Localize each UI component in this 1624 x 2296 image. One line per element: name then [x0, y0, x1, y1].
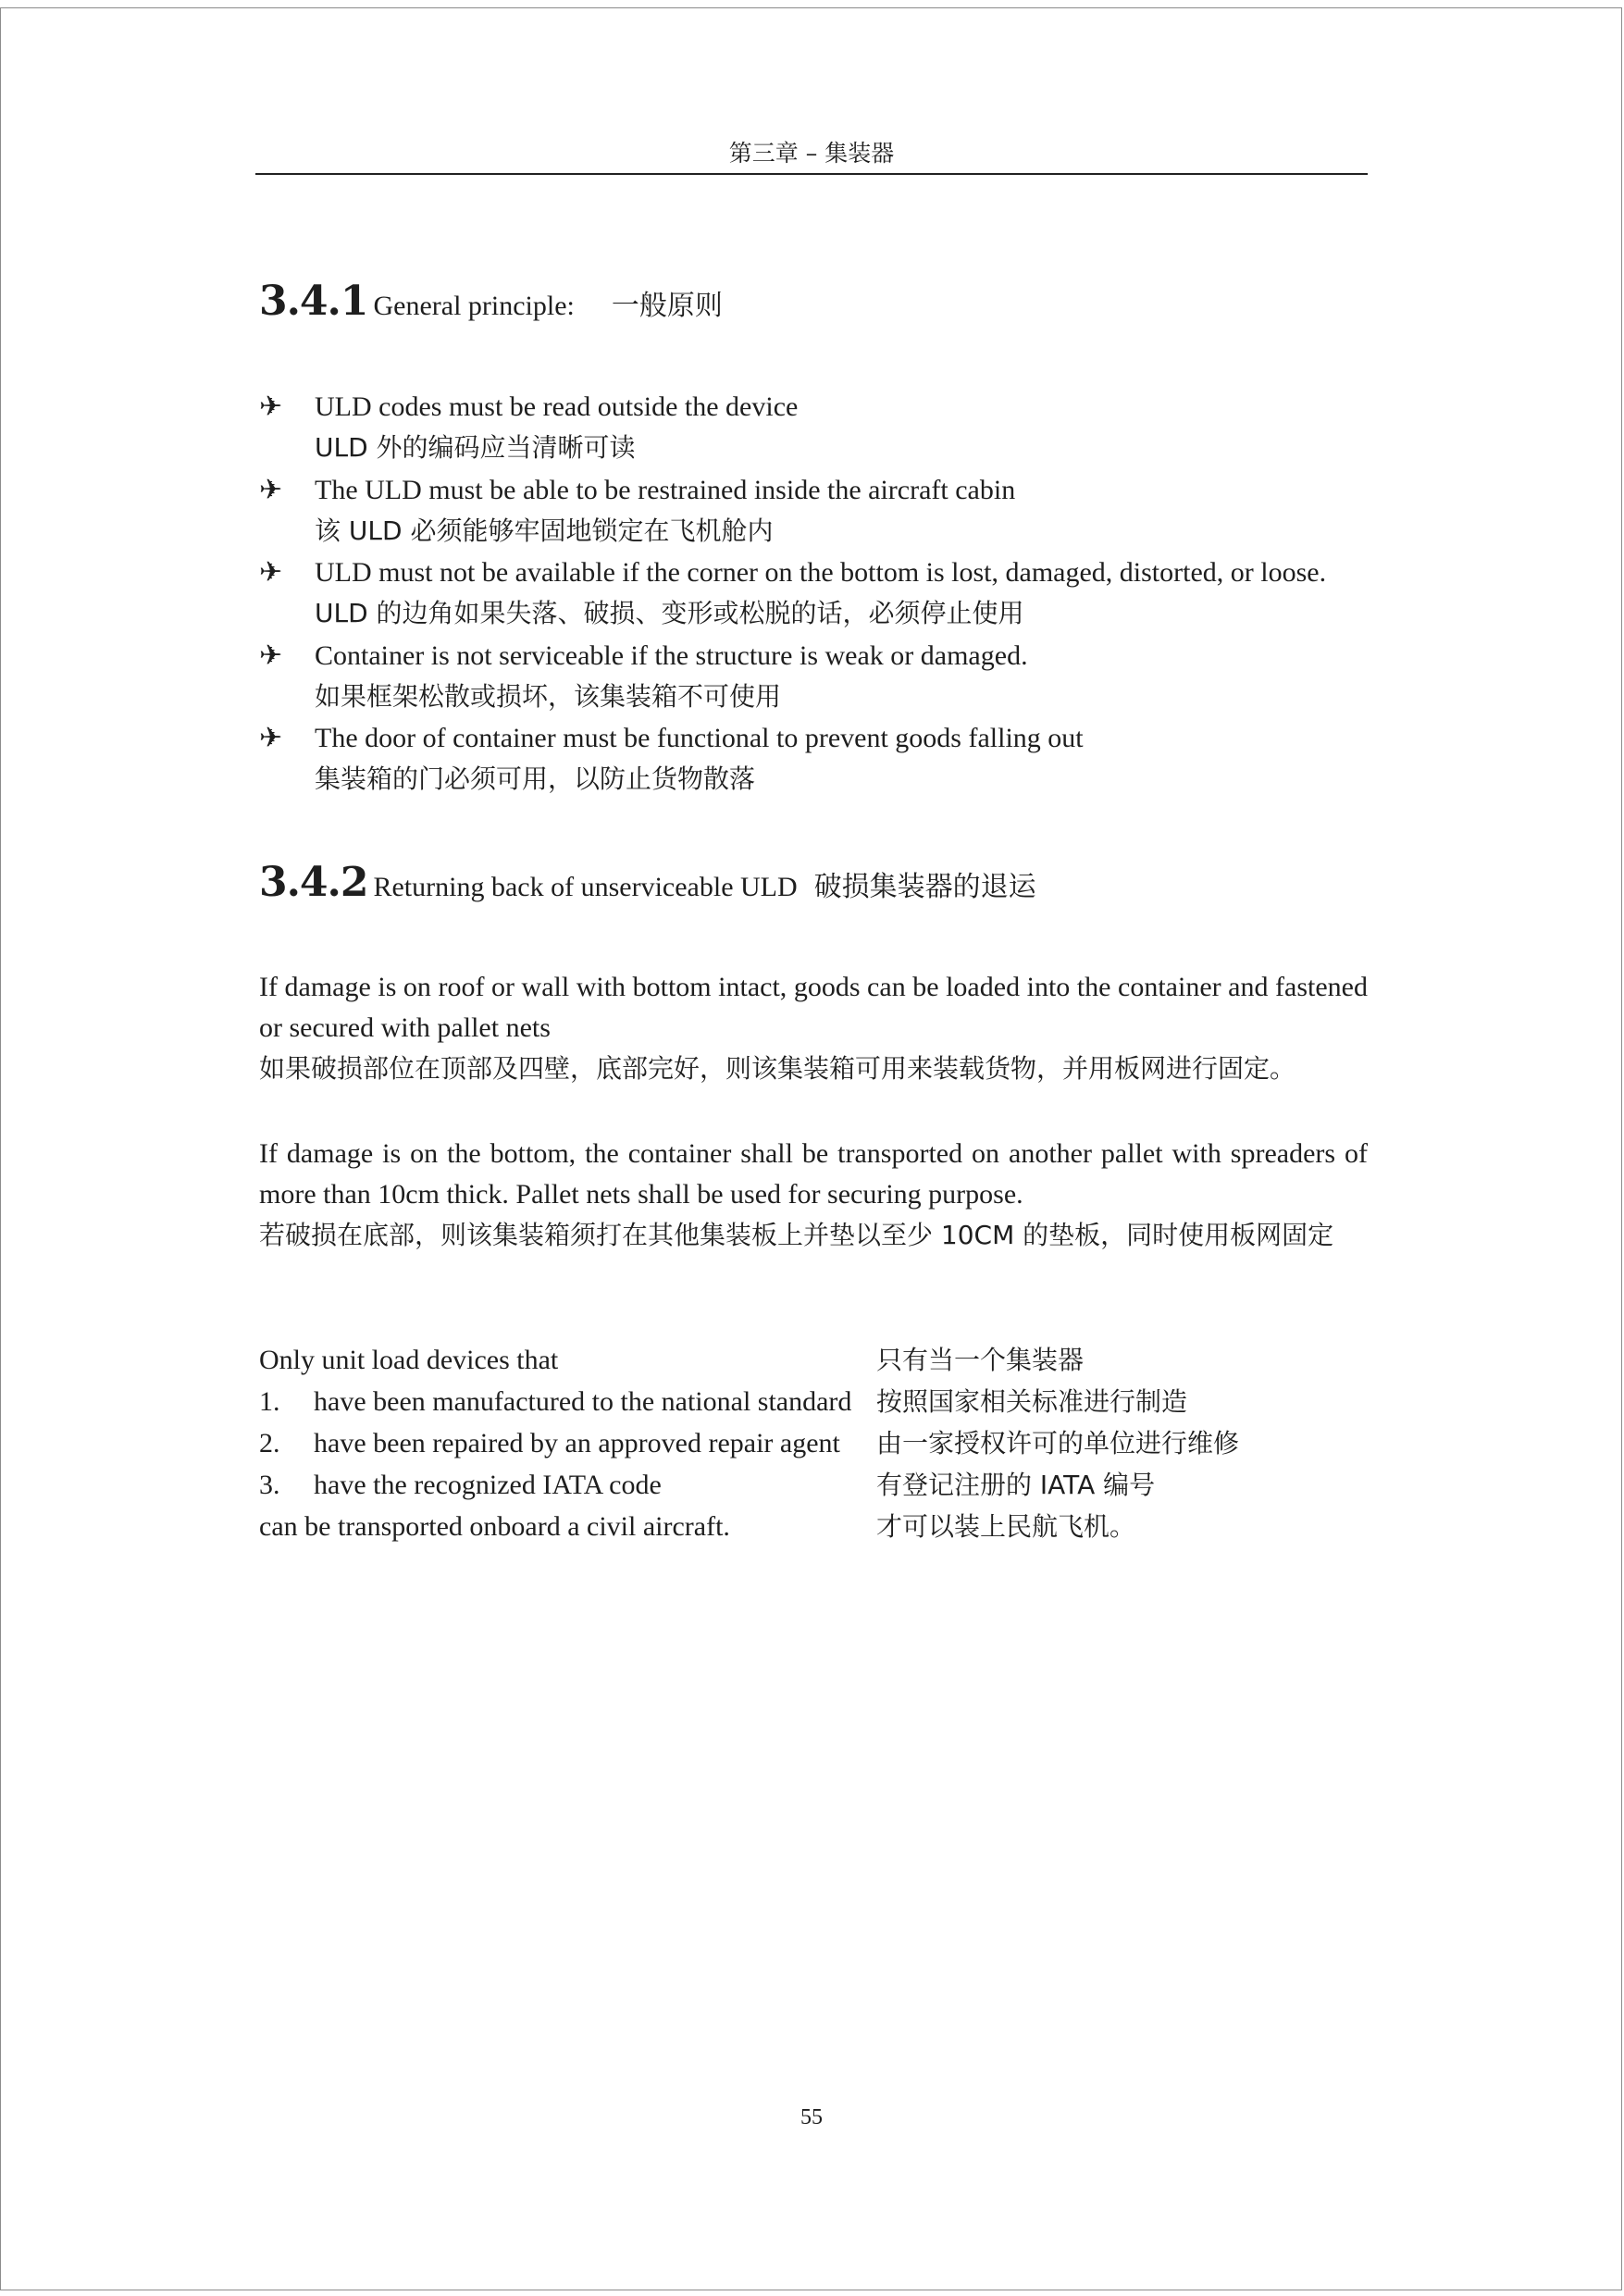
item-text-en: have the recognized IATA code	[314, 1470, 662, 1500]
conditions-intro-cn: 只有当一个集装器	[876, 1345, 1085, 1375]
airplane-icon: ✈	[259, 391, 283, 423]
list-item	[259, 470, 1370, 553]
list-item	[259, 387, 1370, 470]
bullet-text-en: The ULD must be able to be restrained inside the aircraft cabin	[315, 474, 1016, 505]
conditions-list	[259, 1340, 1368, 1548]
section-heading-3-4-2	[259, 859, 1036, 906]
paragraph-text-en: If damage is on the bottom, the container shall be transported on another pallet with spreaders of more than 10cm thick. Pallet nets shall be used for securing purpose.	[259, 1138, 1368, 1210]
bullet-text-cn: 该 ULD 必须能够牢固地锁定在飞机舱内	[315, 515, 774, 546]
item-number: 2.	[259, 1428, 280, 1458]
list-item	[259, 718, 1370, 801]
item-text-cn: 有登记注册的 IATA 编号	[876, 1470, 1156, 1500]
conditions-intro	[259, 1340, 1368, 1382]
conditions-outro	[259, 1507, 1368, 1548]
page-number: 55	[800, 2105, 823, 2129]
item-number: 1.	[259, 1386, 280, 1417]
section-heading-3-4-1	[259, 278, 723, 325]
conditions-outro-en: can be transported onboard a civil aircraft.	[259, 1511, 730, 1542]
bullet-text-en: ULD codes must be read outside the device	[315, 391, 799, 422]
section-number: 3.4.1	[259, 278, 368, 325]
item-text-cn: 按照国家相关标准进行制造	[876, 1386, 1188, 1417]
section-number: 3.4.2	[259, 859, 368, 906]
bullet-list	[259, 387, 1370, 801]
paragraph-roof-damage	[259, 967, 1368, 1089]
bullet-text-en: The door of container must be functional to prevent goods falling out	[315, 723, 1084, 753]
paragraph-text-cn: 若破损在底部，则该集装箱须打在其他集装板上并垫以至少 10CM 的垫板，同时使用板网固定	[259, 1220, 1334, 1250]
airplane-icon: ✈	[259, 639, 283, 672]
item-text-cn: 由一家授权许可的单位进行维修	[876, 1428, 1240, 1458]
paragraph-bottom-damage	[259, 1134, 1368, 1256]
item-text-en: have been manufactured to the national standard	[314, 1386, 852, 1417]
airplane-icon: ✈	[259, 722, 283, 754]
section-title-cn: 一般原则	[611, 290, 723, 322]
list-item	[259, 1423, 1368, 1465]
list-item	[259, 636, 1370, 719]
paragraph-text-cn: 如果破损部位在顶部及四壁，底部完好，则该集装箱可用来装载货物，并用板网进行固定。	[259, 1053, 1296, 1084]
bullet-text-en: Container is not serviceable if the structure is weak or damaged.	[315, 639, 1028, 671]
header-rule	[255, 173, 1368, 175]
list-item	[259, 1465, 1368, 1507]
airplane-icon: ✈	[259, 556, 283, 589]
bullet-text-en: ULD must not be available if the corner on the bottom is lost, damaged, distorted, or loose.	[315, 557, 1327, 588]
list-item	[259, 552, 1370, 636]
conditions-outro-cn: 才可以装上民航飞机。	[876, 1511, 1136, 1542]
paragraph-text-en: If damage is on roof or wall with bottom intact, goods can be loaded into the container and fastened or secured with pallet nets	[259, 972, 1368, 1043]
bullet-text-cn: 如果框架松散或损坏，该集装箱不可使用	[315, 680, 782, 712]
section-title: Returning back of unserviceable ULD	[373, 872, 798, 902]
section-title-cn: 破损集装器的退运	[813, 871, 1036, 903]
bullet-text-cn: 集装箱的门必须可用，以防止货物散落	[315, 763, 756, 794]
airplane-icon: ✈	[259, 473, 283, 506]
list-item	[259, 1382, 1368, 1423]
item-text-en: have been repaired by an approved repair agent	[314, 1428, 840, 1458]
running-header: 第三章 – 集装器	[728, 140, 895, 167]
item-number: 3.	[259, 1470, 280, 1500]
bullet-text-cn: ULD 的边角如果失落、破损、变形或松脱的话，必须停止使用	[315, 598, 1024, 628]
section-title: General principle:	[373, 291, 575, 321]
bullet-text-cn: ULD 外的编码应当清晰可读	[315, 432, 636, 463]
conditions-intro-en: Only unit load devices that	[259, 1345, 559, 1375]
